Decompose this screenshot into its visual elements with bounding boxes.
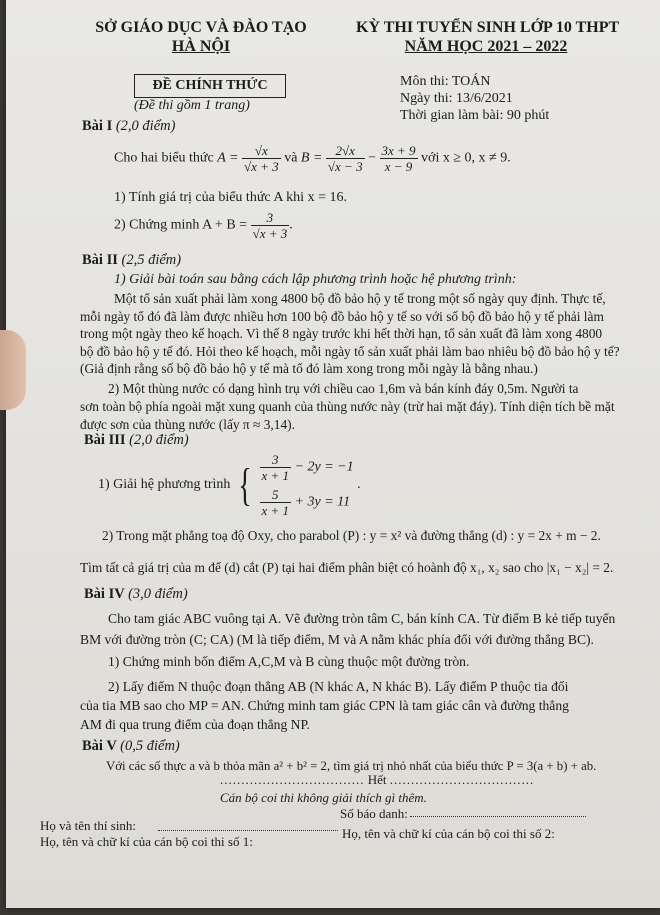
text-line: của tia MB sao cho MP = AN. Chứng minh tam giác CPN là tam giác cân và đường thẳng [80,698,569,713]
department-name: SỞ GIÁO DỤC VÀ ĐÀO TẠO [95,19,307,36]
exam-duration: Thời gian làm bài: 90 phút [400,108,550,123]
expr-minus: − [368,150,376,166]
end-mark: .................................. Hết .................................. [220,772,535,787]
section-points: (2,0 điểm) [115,118,176,134]
text-line: Một tổ sản xuất phải làm xong 4800 bộ đồ bảo hộ y tế trong một số ngày quy định. Thực tế, [114,291,606,306]
bai3-question-2-line-2: Tìm tất cả giá trị của m để (d) cắt (P) tại hai điểm phân biệt có hoành độ x₁, x₂ sao cho |x₁ − x₂| = 2. [80,560,614,575]
exam-subject: Môn thi: TOÁN [400,74,491,89]
proctor-2-label: Họ, tên và chữ kí của cán bộ coi thi số 2: [342,826,555,841]
candidate-number-blank [410,816,586,817]
system-equations [260,452,354,518]
section-title: Bài II [82,252,118,268]
department-city: HÀ NỘI [171,38,231,55]
text-line: bộ đồ bảo hộ y tế đó. Hỏi theo kế hoạch, mỗi ngày tổ sản xuất phải làm bao nhiêu bộ đồ bảo hộ y tế? [80,343,620,359]
exam-paper [6,0,660,908]
section-points: (2,5 điểm) [121,252,182,268]
candidate-name-label: Họ và tên thí sinh: [40,818,137,833]
section-title: Bài I [82,118,113,134]
q2-fraction: $\frac{3}{√x + 3}$ [252,210,288,241]
bai2-part1-heading: 1) Giải bài toán sau bằng cách lập phương trình hoặc hệ phương trình: [114,272,517,287]
expr-a-lhs: A = [217,150,239,166]
text-line: 2) Một thùng nước có dạng hình trụ với chiều cao 1,6m và bán kính đáy 0,5m. Người ta [108,381,579,396]
bai1-question-1: 1) Tính giá trị của biểu thức A khi x = 16. [114,190,347,205]
bai5-text: Với các số thực a và b thỏa mãn a² + b² = 2, tìm giá trị nhỏ nhất của biểu thức P = 3(a + b) + ab. [106,759,597,773]
equation-1: $\frac{3}{x + 1}$ − 2y = −1 [261,452,354,483]
section-points: (3,0 điểm) [128,586,188,602]
candidate-name-blank [158,830,338,831]
section-title: Bài III [84,432,126,448]
section-points: (2,0 điểm) [129,432,189,448]
bai2-part1-body [80,290,652,378]
text-line: trong một ngày theo kế hoạch. Vì thế 8 ngày trước khi hết thời hạn, tổ sản xuất đã làm xong 4800 [80,326,603,341]
section-heading-4 [84,586,188,603]
text-line: mỗi ngày tổ đó đã làm được nhiều hơn 100 bộ đồ bảo hộ y tế so với số bộ đồ bảo hộ y tế phải làm [80,308,604,324]
expr-and: và [284,150,298,166]
holding-finger [0,330,26,410]
expr-b-fraction-2: $\frac{3x + 9}{x - 9}$ [381,143,416,174]
exam-title: KỲ THI TUYỂN SINH LỚP 10 THPT [356,19,620,36]
section-title: Bài V [82,738,117,754]
pages-note: (Đề thi gồm 1 trang) [134,98,250,113]
text-line: 2) Lấy điểm N thuộc đoạn thẳng AB (N khác A, N khác B). Lấy điểm P thuộc tia đối [108,679,569,694]
bai4-question-2 [80,677,652,734]
bai1-question-2: 2) Chứng minh A + B = $\frac{3}{√x + 3}$ . [114,210,293,241]
expr-condition: với x ≥ 0, x ≠ 9. [421,150,511,166]
section-heading-3 [84,432,189,449]
text-line: được sơn của thùng nước (lấy π ≈ 3,14). [80,417,295,432]
department-header [86,18,316,56]
proctor-1-label: Họ, tên và chữ kí của cán bộ coi thi số 1: [40,834,253,849]
section-title: Bài IV [84,586,125,602]
equation-2: $\frac{5}{x + 1}$ + 3y = 11 [261,487,351,518]
proctor-note: Cán bộ coi thi không giải thích gì thêm. [220,790,427,805]
expr-b-fraction-1: $\frac{2√x}{√x - 3}$ [327,143,363,174]
school-year: NĂM HỌC 2021 – 2022 [404,38,568,55]
bai3-system: 1) Giải hệ phương trình { $\frac{3}{x + 1}$ − 2y = −1 $\frac{5}{x + 1}$ + 3y = 11 . [98,452,361,518]
bai4-question-1: 1) Chứng minh bốn điểm A,C,M và B cùng thuộc một đường tròn. [108,654,470,669]
text-line: sơn toàn bộ phía ngoài mặt xung quanh của thùng nước này (trừ hai mặt đáy). Tính diện tích bề mặt [80,399,615,414]
expr-intro: Cho hai biểu thức [114,150,214,166]
system-brace: { [238,459,252,510]
bai4-intro [80,608,652,650]
candidate-number-label: Số báo danh: [340,806,408,821]
expr-b-lhs: B = [300,150,323,166]
bai3-question-2-line-1: 2) Trong mặt phẳng toạ độ Oxy, cho parabol (P) : y = x² và đường thẳng (d) : y = 2x + m − 2. [102,528,601,543]
official-exam-box: ĐỀ CHÍNH THỨC [134,74,286,98]
text-line: Cho tam giác ABC vuông tại A. Vẽ đường tròn tâm C, bán kính CA. Từ điểm B kẻ tiếp tuyến [108,611,616,626]
bai2-part2-body [80,380,652,434]
section-heading-1 [82,118,175,135]
section-heading-5 [82,738,180,755]
exam-date: Ngày thi: 13/6/2021 [400,91,513,106]
exam-header [356,18,620,56]
text-line: AM đi qua trung điểm của đoạn thẳng NP. [80,717,310,732]
section-heading-2 [82,252,181,269]
section-points: (0,5 điểm) [120,738,180,754]
expr-a-fraction: $\frac{√x}{√x + 3}$ [244,143,279,174]
bai1-expressions [114,143,511,174]
text-line: BM với đường tròn (C; CA) (M là tiếp điểm, M và A nằm khác phía đối với đường thẳng BC). [80,632,594,647]
text-line: (Giả định rằng số bộ đồ bảo hộ y tế mà tổ đó làm xong trong mỗi ngày là bằng nhau.) [80,361,538,376]
